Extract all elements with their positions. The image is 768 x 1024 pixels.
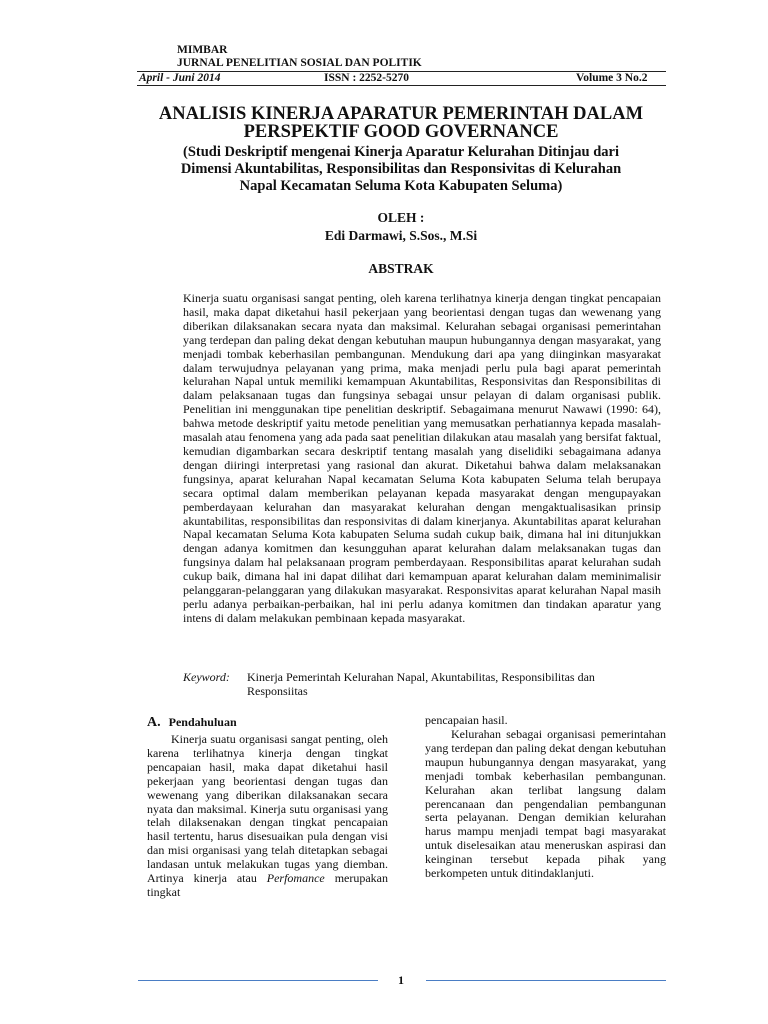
- paper-title-line1: ANALISIS KINERJA APARATUR PEMERINTAH DALAM: [158, 104, 644, 124]
- left-column-text: [147, 733, 388, 900]
- section-heading: [147, 713, 237, 731]
- issn: ISSN : 2252-5270: [324, 72, 409, 84]
- left-column-end: merupakan tingkat: [147, 871, 388, 899]
- keyword-line2: Responsiitas: [247, 684, 308, 698]
- right-column-first-line: pencapaian hasil.: [425, 713, 508, 727]
- keyword-label: Keyword:: [183, 670, 230, 684]
- section-letter: A.: [147, 715, 161, 730]
- keyword-line1: Kinerja Pemerintah Kelurahan Napal, Akuntabilitas, Responsibilitas dan: [247, 670, 595, 684]
- abstract-text: Kinerja suatu organisasi sangat penting, oleh karena terlihatnya kinerja dengan tingkat pencapaian hasil, maka dapat diketahui hasil pekerjaan yang beorientasi dengan tugas dan wewenang yang diberikan dilaksanakan secara nyata dan maksimal. Kelurahan sebagai organisasi pemerintahan yang terdepan dan paling dekat dengan kebutuhan maupun hubungannya dengan masyarakat, yang menjadi tombak keberhasilan pembangunan. Mendukung dari apa yang diinginkan masyarakat dalam terwujudnya pelayanan yang prima, maka menjadi perlu pula bagi aparat pemerintah kelurahan Napal untuk memiliki kemampuan Akuntabilitas, Responsivitas dan Responsibilitas di dalam pelaksanaan tugas dan fungsinya sebagai unsur pelayan di dalam organisasi publik. Penelitian ini menggunakan tipe penelitian deskriptif. Sebagaimana menurut Nawawi (1990: 64), bahwa metode deskriptif yaitu metode penelitian yang memusatkan perhatiannya kepada masalah-masalah atau fenomena yang ada pada saat penelitian dilakukan atau masalah yang bersifat faktual, kemudian digambarkan secara deskriptif tentang masalah yang diselidiki sebagaimana adanya dengan diiringi interpretasi yang rasional dan akurat. Diketahui bahwa dalam melaksanakan fungsinya, aparat kelurahan Napal kecamatan Seluma Kota kabupaten Seluma telah berupaya secara optimal dalam memberikan pelayanan kepada masyarakat dengan mengupayakan pemberdayaan kelurahan dan masyarakat kelurahan dengan mengaktualisasikan prinsip akuntabilitas, responsibilitas dan responsivitas di dalam kinerjanya. Akuntabilitas aparat kelurahan Napal kecamatan Seluma Kota kabupaten Seluma sudah cukup baik, dimana hal ini ditunjukkan dengan adanya komitmen dan kesungguhan aparat kelurahan dalam melaksanakan tugas dan fungsinya dalam hal pelaksanaan program pemberdayaan. Responsibilitas aparat kelurahan sudah cukup baik, dimana hal ini dapat dilihat dari kemampuan aparat kelurahan dalam meminimalisir pelanggaran-pelanggaran yang dilakukan masyarakat. Responsivitas aparat kelurahan Napal masih perlu adanya perbaikan-perbaikan, hal ini perlu adanya komitmen dan tindakan aparatur yang intens di dalam melakukan pembinaan kepada masyarakat.: [183, 291, 661, 625]
- footer-rule-right: [426, 980, 666, 981]
- journal-full-name: JURNAL PENELITIAN SOSIAL DAN POLITIK: [177, 57, 422, 69]
- journal-name: MIMBAR: [177, 44, 228, 56]
- author-by-label: OLEH :: [377, 210, 425, 225]
- paper-subtitle-line3: Napal Kecamatan Seluma Kota Kabupaten Seluma): [239, 178, 563, 194]
- italic-term: Perfomance: [266, 871, 325, 886]
- footer-rule-left: [138, 980, 378, 981]
- right-column-text: Kelurahan sebagai organisasi pemerintahan yang terdepan dan paling dekat dengan kebutuhan maupun hubungannya dengan masyarakat, yang menjadi tombak keberhasilan pembangunan. Kelurahan akan terlibat langsung dalam perencanaan dan pengendalian pembangunan serta pelayanan. Dengan demikian kelurahan harus mampu menjadi tempat bagi masyarakat untuk diselesaikan atau meneruskan aspirasi dan keinginan tersebut kepada pihak yang berkompeten untuk ditindaklanjuti.: [425, 727, 666, 881]
- paper-title-line2: PERSPEKTIF GOOD GOVERNANCE: [243, 122, 559, 142]
- paper-subtitle-line1: (Studi Deskriptif mengenai Kinerja Aparatur Kelurahan Ditinjau dari: [183, 144, 619, 160]
- abstract-heading: ABSTRAK: [368, 261, 434, 276]
- paper-subtitle-line2: Dimensi Akuntabilitas, Responsibilitas dan Responsivitas di Kelurahan: [180, 161, 622, 177]
- volume-number: Volume 3 No.2: [576, 72, 648, 84]
- section-title: Pendahuluan: [168, 715, 237, 729]
- keyword-list: [247, 670, 667, 698]
- issue-date: April - Juni 2014: [139, 72, 221, 84]
- page-number: 1: [398, 973, 404, 987]
- author-name: Edi Darmawi, S.Sos., M.Si: [324, 228, 478, 243]
- left-column-body: Kinerja suatu organisasi sangat penting, oleh karena terlihatnya kinerja dengan tingkat pencapaian hasil, maka dapat diketahui hasil pekerjaan yang beorientasi dengan tugas dan wewenang yang diberikan dilaksanakan secara nyata dan maksimal. Kinerja sutu organisasi yang telah dilaksenakan dengan tingkat pencapaian hasil tertentu, harus disesuaikan pula dengan visi dan misi organisasi yang telah ditetapkan sebagai landasan untuk melakukan tugas yang diemban. Artinya kinerja atau: [147, 732, 388, 886]
- header-rule-bottom: [137, 85, 666, 86]
